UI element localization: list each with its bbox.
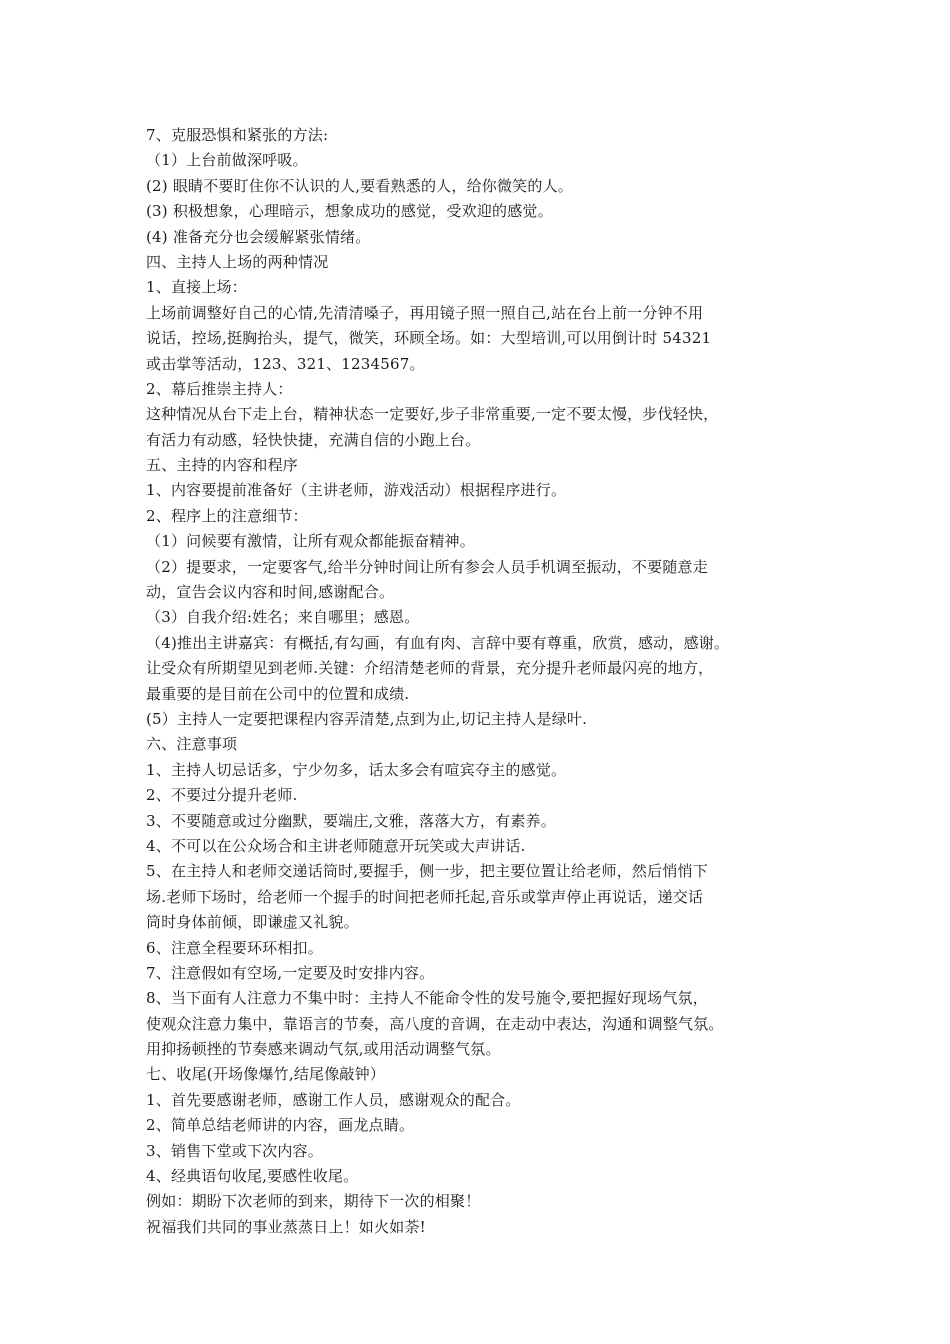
text-line: 说话，控场,挺胸抬头，提气，微笑，环顾全场。如：大型培训,可以用倒计时 54321	[146, 329, 712, 348]
section-heading: 四、主持人上场的两种情况	[146, 252, 329, 271]
document-body	[146, 123, 846, 1240]
section-heading: 七、收尾(开场像爆竹,结尾像敲钟）	[146, 1065, 386, 1084]
text-line: 有活力有动感，轻快快捷，充满自信的小跑上台。	[146, 430, 481, 449]
text-line: 7、注意假如有空场,一定要及时安排内容。	[146, 963, 435, 982]
text-line: 使观众注意力集中，靠语言的节奏，高八度的音调，在走动中表达，沟通和调整气氛。	[146, 1014, 724, 1033]
text-line: 动，宣告会议内容和时间,感谢配合。	[146, 583, 395, 602]
text-line: （3）自我介绍:姓名；来自哪里；感恩。	[146, 608, 420, 627]
text-line: 最重要的是目前在公司中的位置和成绩.	[146, 684, 410, 703]
text-line: （1）上台前做深呼吸。	[146, 151, 308, 170]
text-line: 1、首先要感谢老师，感谢工作人员，感谢观众的配合。	[146, 1090, 521, 1109]
text-line: 6、注意全程要环环相扣。	[146, 938, 323, 957]
text-line: 2、程序上的注意细节：	[146, 506, 308, 525]
text-line: （4)推出主讲嘉宾：有概括,有勾画，有血有肉、言辞中要有尊重，欣赏，感动，感谢。	[146, 633, 730, 652]
text-line: （1）问候要有激情，让所有观众都能振奋精神。	[146, 532, 475, 551]
text-line: 或击掌等活动，123、321、1234567。	[146, 354, 425, 373]
text-line: 这种情况从台下走上台，精神状态一定要好,步子非常重要,一定不要太慢，步伐轻快，	[146, 405, 719, 424]
text-line: 2、幕后推崇主持人：	[146, 379, 293, 398]
text-line: 1、内容要提前准备好（主讲老师，游戏活动）根据程序进行。	[146, 481, 567, 500]
text-line: 7、克服恐惧和紧张的方法:	[146, 126, 329, 144]
text-line: (3) 积极想象，心理暗示，想象成功的感觉，受欢迎的感觉。	[146, 202, 553, 221]
text-line: 2、简单总结老师讲的内容，画龙点睛。	[146, 1116, 415, 1135]
text-line: (2) 眼睛不要盯住你不认识的人,要看熟悉的人，给你微笑的人。	[146, 176, 573, 195]
section-heading: 五、主持的内容和程序	[146, 456, 299, 475]
text-line: 上场前调整好自己的心情,先清清嗓子，再用镜子照一照自己,站在台上前一分钟不用	[146, 303, 704, 322]
text-line: （2）提要求，一定要客气,给半分钟时间让所有参会人员手机调至振动，不要随意走	[146, 557, 708, 576]
text-line: 例如：期盼下次老师的到来，期待下一次的相聚！	[146, 1192, 481, 1211]
text-line: (4) 准备充分也会缓解紧张情绪。	[146, 227, 371, 246]
text-line: 1、直接上场：	[146, 278, 247, 297]
text-line: 1、主持人切忌话多，宁少勿多，话太多会有喧宾夺主的感觉。	[146, 760, 567, 779]
text-line: 5、在主持人和老师交递话筒时,要握手，侧一步，把主要位置让给老师，然后悄悄下	[146, 862, 708, 881]
text-line: 4、不可以在公众场合和主讲老师随意开玩笑或大声讲话.	[146, 836, 526, 855]
text-line: (5）主持人一定要把课程内容弄清楚,点到为止,切记主持人是绿叶.	[146, 709, 588, 728]
text-line: 让受众有所期望见到老师.关键：介绍清楚老师的背景，充分提升老师最闪亮的地方，	[146, 659, 714, 678]
text-line: 8、当下面有人注意力不集中时：主持人不能命令性的发号施令,要把握好现场气氛，	[146, 989, 708, 1008]
text-line: 4、经典语句收尾,要感性收尾。	[146, 1167, 359, 1186]
text-line: 筒时身体前倾，即谦虚又礼貌。	[146, 913, 359, 932]
text-line: 场.老师下场时，给老师一个握手的时间把老师托起,音乐或掌声停止再说话，递交话	[146, 887, 704, 906]
text-line: 祝福我们共同的事业蒸蒸日上！如火如荼!	[146, 1217, 426, 1236]
text-line: 2、不要过分提升老师.	[146, 786, 298, 805]
section-heading: 六、注意事项	[146, 735, 238, 754]
text-line: 3、不要随意或过分幽默，要端庄,文雅，落落大方，有素养。	[146, 811, 556, 830]
text-line: 3、销售下堂或下次内容。	[146, 1141, 323, 1160]
text-line: 用抑扬顿挫的节奏感来调动气氛,或用活动调整气氛。	[146, 1040, 501, 1059]
